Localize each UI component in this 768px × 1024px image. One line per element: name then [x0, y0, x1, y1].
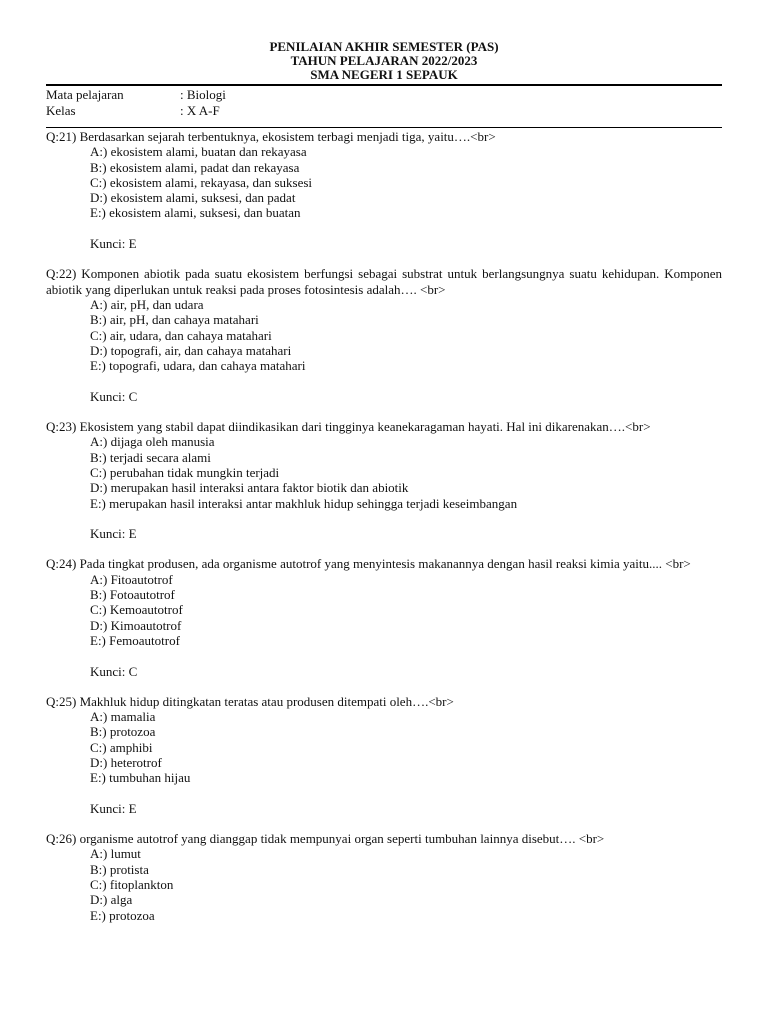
answer-option: B:) Fotoautotrof: [90, 587, 175, 603]
answer-option: D:) ekosistem alami, suksesi, dan padat: [90, 190, 296, 206]
question-text: Q:26) organisme autotrof yang dianggap tidak mempunyai organ seperti tumbuhan lainnya disebut…. <br>: [46, 831, 605, 847]
answer-key: Kunci: E: [90, 800, 137, 816]
answer-option: D:) topografi, air, dan cahaya matahari: [90, 342, 292, 358]
meta-row-class: [46, 103, 722, 119]
question-item: [46, 129, 722, 251]
meta-info: [46, 87, 722, 118]
document-header: [46, 40, 722, 82]
meta-row-subject: [46, 87, 722, 103]
question-text: Q:25) Makhluk hidup ditingkatan teratas atau produsen ditempati oleh….<br>: [46, 693, 454, 709]
meta-divider: [46, 127, 722, 128]
answer-option: B:) protozoa: [90, 724, 156, 740]
meta-value: : X A-F: [180, 102, 220, 118]
answer-option: C:) perubahan tidak mungkin terjadi: [90, 464, 280, 480]
answer-key: Kunci: C: [90, 388, 138, 404]
answer-option: D:) Kimoautotrof: [90, 617, 182, 633]
document-page: [46, 40, 722, 923]
answer-option: E:) tumbuhan hijau: [90, 770, 191, 786]
answer-option: A:) dijaga oleh manusia: [90, 434, 215, 450]
answer-option: C:) fitoplankton: [90, 877, 174, 893]
meta-value: : Biologi: [180, 87, 226, 102]
answer-option: B:) air, pH, dan cahaya matahari: [90, 312, 259, 328]
answer-key: Kunci: C: [90, 663, 138, 679]
answer-option: B:) protista: [90, 861, 149, 877]
answer-option: A:) Fitoautotrof: [90, 571, 173, 587]
header-divider: [46, 84, 722, 86]
question-item: [46, 419, 722, 541]
answer-option: E:) protozoa: [90, 907, 155, 923]
question-text: Q:23) Ekosistem yang stabil dapat diindikasikan dari tingginya keanekaragaman hayati. Hal ini dikarenakan….<br>: [46, 419, 651, 435]
answer-option: C:) ekosistem alami, rekayasa, dan suksesi: [90, 174, 313, 190]
header-title: PENILAIAN AKHIR SEMESTER (PAS): [269, 39, 499, 54]
answer-option: C:) Kemoautotrof: [90, 602, 183, 618]
answer-option: D:) alga: [90, 892, 133, 908]
question-text: Q:21) Berdasarkan sejarah terbentuknya, ekosistem terbagi menjadi tiga, yaitu….<br>: [46, 129, 496, 144]
question-text: Q:24) Pada tingkat produsen, ada organisme autotrof yang menyintesis makanannya dengan hasil reaksi kimia yaitu.... <br>: [46, 556, 691, 572]
question-item: [46, 266, 722, 404]
question-item: [46, 694, 722, 816]
answer-option: C:) amphibi: [90, 739, 153, 755]
question-list: [46, 129, 722, 923]
answer-option: B:) ekosistem alami, padat dan rekayasa: [90, 159, 300, 175]
answer-option: A:) mamalia: [90, 709, 156, 725]
answer-option: A:) air, pH, dan udara: [90, 296, 204, 312]
header-school: SMA NEGERI 1 SEPAUK: [310, 67, 458, 82]
answer-option: E:) topografi, udara, dan cahaya matahari: [90, 358, 306, 374]
answer-option: E:) ekosistem alami, suksesi, dan buatan: [90, 205, 301, 221]
answer-option: A:) ekosistem alami, buatan dan rekayasa: [90, 144, 307, 160]
answer-option: B:) terjadi secara alami: [90, 449, 211, 465]
answer-key: Kunci: E: [90, 526, 137, 542]
meta-label: Kelas: [46, 102, 76, 118]
answer-option: D:) merupakan hasil interaksi antara faktor biotik dan abiotik: [90, 480, 409, 496]
answer-option: A:) lumut: [90, 846, 141, 862]
answer-option: E:) Femoautotrof: [90, 632, 180, 648]
meta-label: Mata pelajaran: [46, 87, 124, 102]
answer-option: E:) merupakan hasil interaksi antar makhluk hidup sehingga terjadi keseimbangan: [90, 495, 518, 511]
question-item: [46, 831, 722, 923]
header-year: TAHUN PELAJARAN 2022/2023: [290, 53, 478, 68]
answer-option: C:) air, udara, dan cahaya matahari: [90, 327, 272, 343]
question-item: [46, 556, 722, 678]
answer-key: Kunci: E: [90, 236, 137, 252]
answer-option: D:) heterotrof: [90, 754, 162, 770]
question-text: Q:22) Komponen abiotik pada suatu ekosistem berfungsi sebagai substrat untuk berlangsungnya suatu kehidupan. Komponen abiotik yang diperlukan untuk reaksi pada proses fotosintesis adalah…. <br>: [46, 266, 722, 297]
